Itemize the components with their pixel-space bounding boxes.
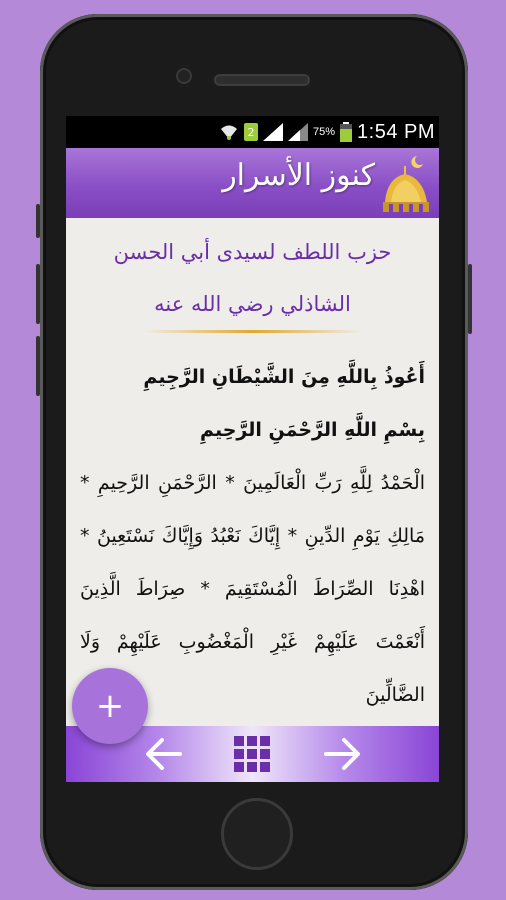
power-button [468, 264, 472, 334]
app-title: كنوز الأسرار [222, 158, 375, 193]
arrow-right-icon [322, 736, 362, 772]
signal-icon-secondary [288, 123, 308, 141]
status-bar [66, 116, 439, 148]
volume-down-button [36, 336, 40, 396]
earpiece-speaker [214, 74, 310, 86]
grid-icon [233, 735, 271, 773]
front-camera [176, 68, 192, 84]
gold-divider [143, 330, 363, 333]
add-button[interactable]: + [72, 668, 148, 744]
document-body [66, 339, 439, 722]
basmala-line: بِسْمِ اللَّهِ الرَّحْمَنِ الرَّحِيمِ [200, 419, 425, 441]
volume-up-button [36, 264, 40, 324]
battery-percent: 75% [312, 126, 336, 138]
mute-switch [36, 204, 40, 238]
arrow-left-icon [144, 736, 184, 772]
document-content[interactable] [66, 218, 439, 726]
ta3awwudh-line: أَعُوذُ بِاللَّهِ مِنَ الشَّيْطَانِ الرَّجِيمِ [143, 366, 425, 388]
document-title: حزب اللطف لسيدى أبي الحسن الشاذلي رضي الله عنه [113, 240, 392, 316]
clock: 1:54 PM [357, 120, 435, 143]
fatiha-text: الْحَمْدُ لِلَّهِ رَبِّ الْعَالَمِينَ * الرَّحْمَنِ الرَّحِيمِ * مَالِكِ يَوْمِ الدِّينِ * إِيَّاكَ نَعْبُدُ وَإِيَّاكَ نَسْتَعِينُ * اهْدِنَا الصِّرَاطَ الْمُسْتَقِيمَ * صِرَاطَ الَّذِينَ أَنْعَمْتَ عَلَيْهِمْ غَيْرِ الْمَغْضُوبِ عَلَيْهِمْ وَلَا الضَّالِّينَ [80, 472, 425, 706]
dome-icon [377, 152, 435, 214]
forward-button[interactable] [316, 730, 368, 778]
battery-icon [340, 122, 352, 142]
back-button[interactable] [138, 730, 190, 778]
sim-badge: 2 [244, 123, 258, 141]
menu-grid-button[interactable] [226, 730, 278, 778]
app-header [66, 148, 439, 218]
home-button[interactable] [221, 798, 293, 870]
signal-icon [263, 123, 283, 141]
wifi-icon [219, 123, 239, 141]
